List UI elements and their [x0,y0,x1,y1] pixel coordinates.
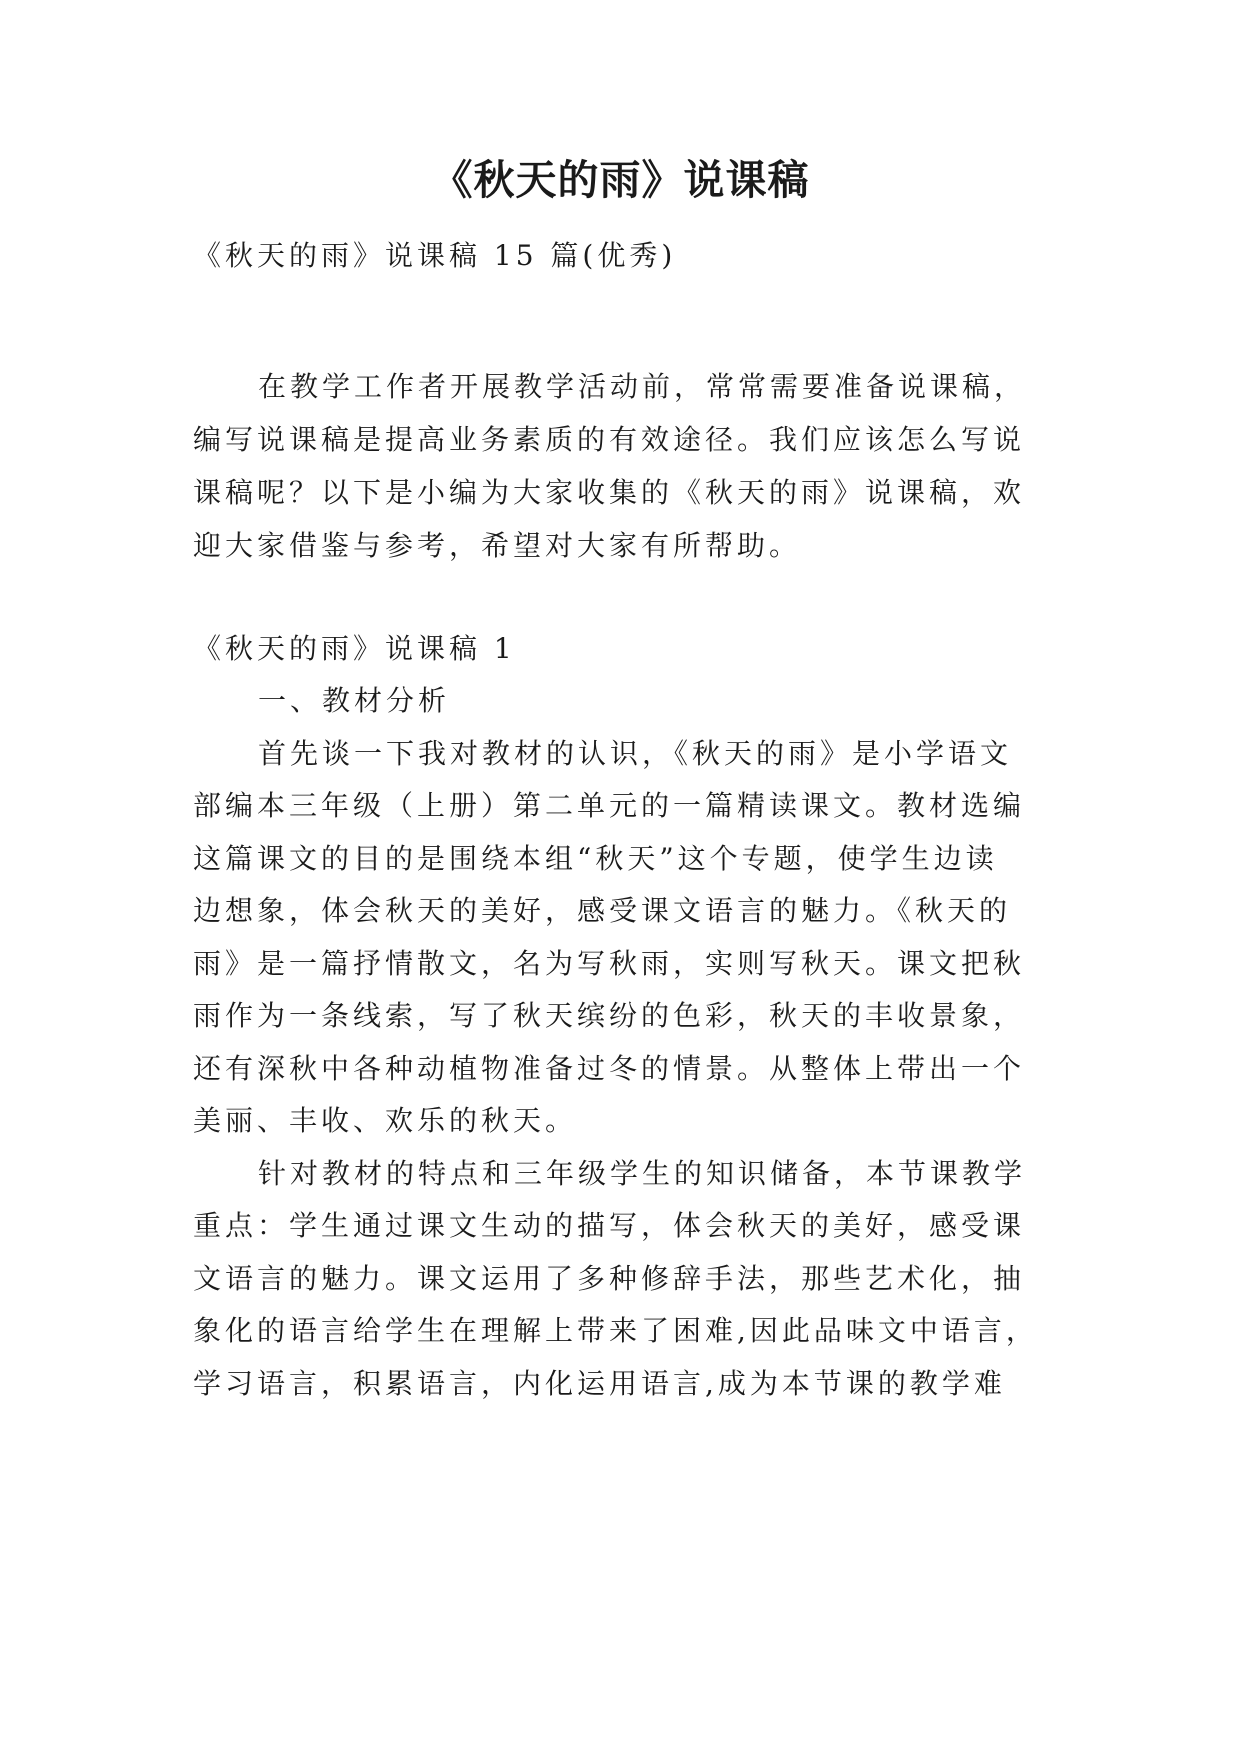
paragraph1-line-2: 部编本三年级（上册）第二单元的一篇精读课文。教材选编 [193,789,1026,822]
section-heading: 《秋天的雨》说课稿 1 [193,632,516,665]
paragraph1-line-7: 还有深秋中各种动植物准备过冬的情景。从整体上带出一个 [193,1052,1026,1085]
intro-line-2: 编写说课稿是提高业务素质的有效途径。我们应该怎么写说 [193,423,1026,456]
paragraph1-line-5: 雨》是一篇抒情散文，名为写秋雨，实则写秋天。课文把秋 [193,947,1026,980]
intro-line-1: 在教学工作者开展教学活动前，常常需要准备说课稿， [258,370,1027,403]
paragraph2-line-3: 文语言的魅力。课文运用了多种修辞手法，那些艺术化，抽 [193,1262,1026,1295]
paragraph1-line-8: 美丽、丰收、欢乐的秋天。 [193,1104,578,1137]
paragraph1-line-6: 雨作为一条线索，写了秋天缤纷的色彩，秋天的丰收景象， [193,999,1026,1032]
paragraph2-line-2: 重点：学生通过课文生动的描写，体会秋天的美好，感受课 [193,1209,1026,1242]
paragraph1-line-1: 首先谈一下我对教材的认识，《秋天的雨》是小学语文 [258,737,1013,770]
paragraph2-line-1: 针对教材的特点和三年级学生的知识储备，本节课教学 [258,1157,1027,1190]
intro-line-3: 课稿呢？以下是小编为大家收集的《秋天的雨》说课稿，欢 [193,476,1026,509]
paragraph2-line-5: 学习语言，积累语言，内化运用语言,成为本节课的教学难 [193,1367,1006,1400]
section-subheading: 一、教材分析 [258,684,451,717]
paragraph2-line-4: 象化的语言给学生在理解上带来了困难,因此品味文中语言， [193,1314,1038,1347]
paragraph1-line-4: 边想象，体会秋天的美好，感受课文语言的魅力。《秋天的 [193,894,1012,927]
paragraph1-line-3: 这篇课文的目的是围绕本组“秋天”这个专题，使学生边读 [193,842,998,875]
intro-line-4: 迎大家借鉴与参考，希望对大家有所帮助。 [193,529,802,562]
document-subtitle: 《秋天的雨》说课稿 15 篇(优秀) [193,239,677,272]
document-title: 《秋天的雨》说课稿 [431,156,810,204]
